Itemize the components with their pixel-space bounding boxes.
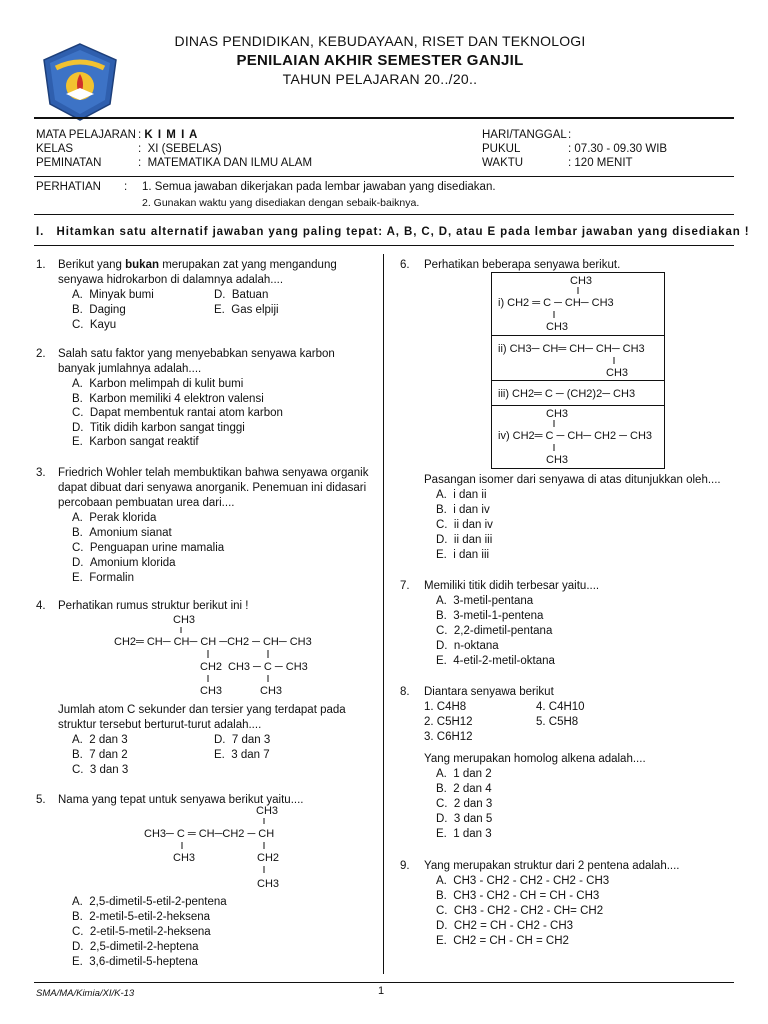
q4-struct-b1: CH2 xyxy=(200,661,223,673)
q5-struct-top: CH3 xyxy=(256,805,279,817)
compound-ii xyxy=(492,336,664,381)
footer-code: SMA/MA/Kimia/XI/K-13 xyxy=(36,988,135,999)
q4-struct-top: CH3 xyxy=(173,614,196,626)
structure-q4 xyxy=(110,612,340,702)
header-line-3: TAHUN PELAJARAN 20../20.. xyxy=(282,71,478,87)
compound-iv xyxy=(492,406,664,468)
svg-text:CH3: CH3 xyxy=(570,275,593,287)
structure-q5 xyxy=(140,803,320,895)
info-left: MATA PELAJARAN : K I M I A KELAS : XI (SEBELAS) PEMINATAN : MATEMATIKA DAN ILMU ALAM xyxy=(36,129,313,169)
tut-wuri-handayani-logo xyxy=(40,42,120,122)
svg-text:CH3: CH3 xyxy=(546,408,569,420)
question-5: 5. Nama yang tepat untuk senyawa berikut yaitu.... xyxy=(36,794,304,806)
compound-i xyxy=(492,273,664,336)
attention-item-1: 1. Semua jawaban dikerjakan pada lembar jawaban yang disediakan. xyxy=(142,181,496,193)
compound-iii xyxy=(492,381,664,406)
question-9: 9. Yang merupakan struktur dari 2 pentena adalah.... A. CH3 - CH2 - CH2 - CH2 - CH3 B. CH3 - CH2 - CH = CH - CH3 C. CH3 - CH2 - CH2 - CH= CH2 D. CH2 = CH - CH2 - CH3 E. CH2 = CH - CH = CH2 xyxy=(400,860,680,947)
footer-rule xyxy=(34,982,734,983)
column-divider xyxy=(383,254,384,974)
question-6-options: A. i dan ii B. i dan iv C. ii dan iv D. ii dan iii E. i dan iii xyxy=(436,489,493,561)
info-right: HARI/TANGGAL: PUKUL : 07.30 - 09.30 WIB WAKTU : 120 MENIT xyxy=(482,129,668,169)
q5-struct-b1: CH3 xyxy=(173,852,196,864)
question-7: 7. Memiliki titik didih terbesar yaitu.... A. 3-metil-pentana B. 3-metil-1-pentena C. 2,2-dimetil-pentana D. n-oktana E. 4-etil-2-metil-oktana xyxy=(400,580,600,667)
attention-label: PERHATIAN : xyxy=(36,181,128,193)
q4-struct-b4: CH3 xyxy=(260,685,283,697)
svg-text:i) CH2 ═ C ─ CH─ CH3: i) CH2 ═ C ─ CH─ CH3 xyxy=(498,297,614,309)
svg-text:CH3: CH3 xyxy=(546,321,569,333)
svg-text:iv) CH2═ C ─ CH─ CH2 ─ CH3: iv) CH2═ C ─ CH─ CH2 ─ CH3 xyxy=(498,430,653,442)
q4-struct-b2: CH3 ─ C ─ CH3 xyxy=(228,661,308,673)
attention-rule xyxy=(34,214,734,215)
svg-text:ii) CH3─ CH═ CH─ CH─ CH3: ii) CH3─ CH═ CH─ CH─ CH3 xyxy=(498,343,645,355)
compound-table xyxy=(491,272,665,469)
question-8: 8. Diantara senyawa berikut 1. C4H8 4. C4H10 2. C5H12 5. C5H8 3. C6H12 Yang merupakan homolog alkena adalah.... A. 1 dan 2 B. 2 dan 4 C. 2 dan 3 D. 3 dan 5 E. 1 dan 3 xyxy=(400,686,646,840)
header-line-2: PENILAIAN AKHIR SEMESTER GANJIL xyxy=(236,52,524,69)
question-4-stem: Jumlah atom C sekunder dan tersier yang terdapat pada struktur tersebut berturut-turut adalah.... A. 2 dan 3 D. 7 dan 3 B. 7 dan 2 E. 3 dan 7 C. 3 dan 3 xyxy=(58,704,346,776)
info-rule xyxy=(34,176,734,177)
subject-value: K I M I A xyxy=(144,129,199,141)
q5-struct-b3: CH3 xyxy=(257,878,280,890)
question-5-options: A. 2,5-dimetil-5-etil-2-pentena B. 2-metil-5-etil-2-heksena C. 2-etil-5-metil-2-heksena D. 2,5-dimetil-2-heptena E. 3,6-dimetil-5-heptena xyxy=(72,896,227,968)
q5-struct-b2: CH2 xyxy=(257,852,280,864)
svg-text:CH3: CH3 xyxy=(606,367,629,379)
question-6-stem: Pasangan isomer dari senyawa di atas ditunjukkan oleh.... xyxy=(424,474,721,486)
header-rule xyxy=(34,117,734,119)
q4-struct-main: CH2═ CH─ CH─ CH ─CH2 ─ CH─ CH3 xyxy=(114,636,312,648)
question-6: 6. Perhatikan beberapa senyawa berikut. xyxy=(400,259,621,271)
section-instruction: I. Hitamkan satu alternatif jawaban yang paling tepat: A, B, C, D, atau E pada lembar jawaban yang disediakan ! xyxy=(36,226,750,238)
page-number: 1 xyxy=(378,985,385,997)
header-line-1: DINAS PENDIDIKAN, KEBUDAYAAN, RISET DAN TEKNOLOGI xyxy=(174,33,586,49)
question-1: 1. Berikut yang bukan merupakan zat yang mengandung senyawa hidrokarbon di dalamnya adalah.... A. Minyak bumi D. Batuan B. Daging E. Gas elpiji C. Kayu xyxy=(36,259,337,331)
svg-text:CH3: CH3 xyxy=(546,454,569,466)
q4-struct-b3: CH3 xyxy=(200,685,223,697)
question-4: 4. Perhatikan rumus struktur berikut ini ! xyxy=(36,600,249,612)
question-3: 3. Friedrich Wohler telah membuktikan bahwa senyawa organik dapat dibuat dari senyawa anorganik. Penemuan ini didasari percobaan pembuatan urea dari.... A. Perak klorida B. Amonium sianat C. Penguapan urine mamalia D. Amonium klorida E. Formalin xyxy=(36,467,369,584)
attention-item-2: 2. Gunakan waktu yang disediakan dengan sebaik-baiknya. xyxy=(142,197,420,209)
instruction-rule xyxy=(34,245,734,246)
q5-struct-main: CH3─ C ═ CH─CH2 ─ CH xyxy=(144,828,275,840)
svg-text:iii) CH2═ C ─ (CH2)2─ CH3: iii) CH2═ C ─ (CH2)2─ CH3 xyxy=(498,388,636,400)
question-2: 2. Salah satu faktor yang menyebabkan senyawa karbon banyak jumlahnya adalah.... A. Karbon melimpah di kulit bumi B. Karbon memiliki 4 elektron valensi C. Dapat membentuk rantai atom karbon D. Titik didih karbon sangat tinggi E. Karbon sangat reaktif xyxy=(36,348,335,448)
